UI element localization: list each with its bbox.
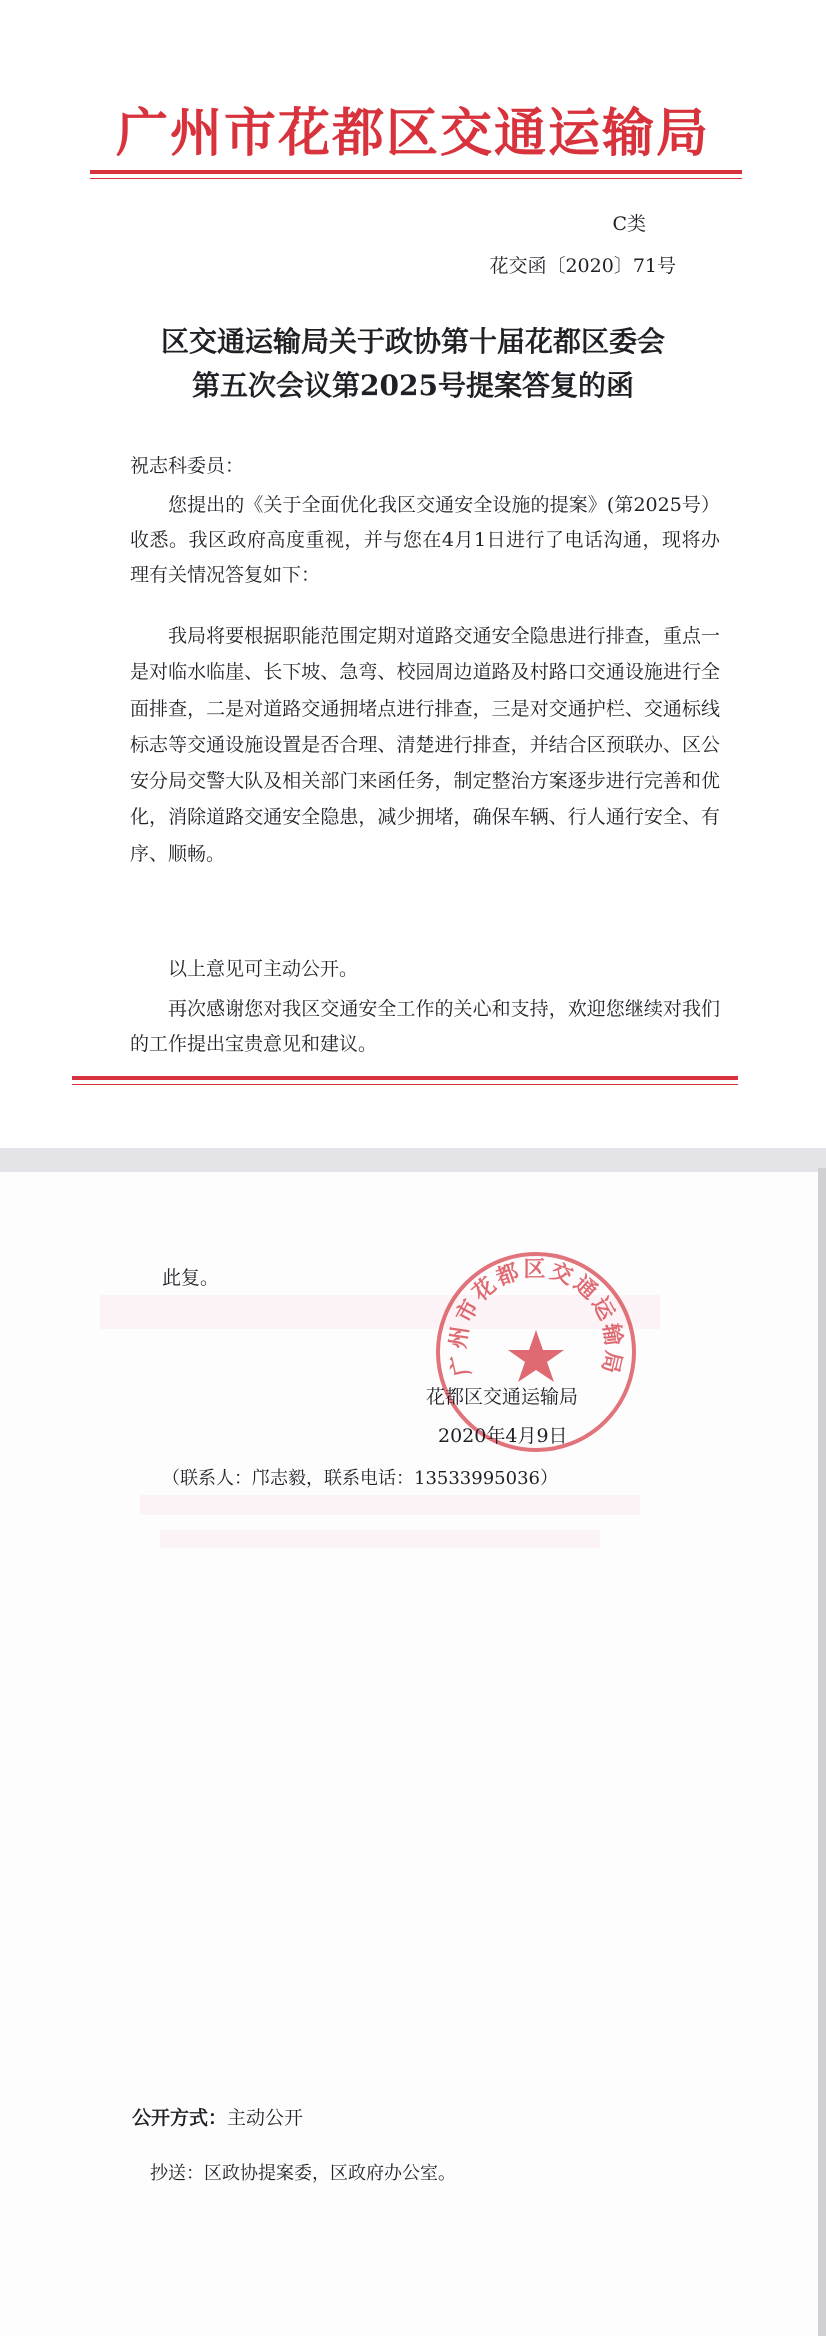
letter-title-line-2: 第五次会议第2025号提案答复的函 (192, 369, 634, 402)
disclosure-label: 公开方式： (132, 2107, 228, 2129)
agency-letterhead-title: 广州市花都区交通运输局 (115, 103, 710, 164)
show-through-mark (140, 1495, 640, 1515)
cc-list: 抄送：区政协提案委，区政府办公室。 (150, 2163, 456, 2184)
letter-page-1 (0, 0, 826, 1148)
seal-text: 广州市花都区交通运输局 (445, 1256, 627, 1379)
disclosure-value: 主动公开 (227, 2107, 304, 2129)
signature-organization: 花都区交通运输局 (426, 1386, 579, 1408)
disclosure-method (132, 2104, 303, 2132)
letter-title-line-1: 区交通运输局关于政协第十届花都区委会 (160, 325, 665, 358)
star-icon (508, 1330, 564, 1382)
show-through-mark (160, 1530, 600, 1548)
document-category: C类 (612, 213, 646, 235)
contact-info: （联系人：邝志毅，联系电话：13533995036） (162, 1468, 558, 1489)
letterhead-rule-bottom-thin (72, 1084, 738, 1085)
letterhead-rule-top (90, 170, 742, 174)
scan-edge-shadow (818, 1168, 826, 2336)
paragraph-thanks: 再次感谢您对我区交通安全工作的关心和支持，欢迎您继续对我们的工作提出宝贵意见和建议。 (130, 998, 720, 1055)
paragraph-disclosure-note: 以上意见可主动公开。 (168, 958, 359, 980)
letterhead-rule-top-thin (90, 178, 742, 179)
letterhead-rule-bottom (72, 1076, 738, 1080)
paragraph-measures: 我局将要根据职能范围定期对道路交通安全隐患进行排查，重点一是对临水临崖、长下坡、急弯、校园周边道路及村路口交通设施进行全面排查，二是对道路交通拥堵点进行排查，三是对交通护栏、交通标线标志等交通设施设置是否合理、清楚进行排查，并结合区预联办、区公安分局交警大队及相关部门来函任务，制定整治方案逐步进行完善和优化，消除道路交通安全隐患，减少拥堵，确保车辆、行人通行安全、有序、顺畅。 (130, 625, 720, 865)
document-number: 花交函〔2020〕71号 (489, 255, 676, 277)
closing-remark: 此复。 (162, 1267, 220, 1289)
signature-date: 2020年4月9日 (438, 1425, 568, 1447)
page-separator (0, 1148, 826, 1172)
salutation: 祝志科委员： (130, 455, 245, 477)
paragraph-acknowledgement: 您提出的《关于全面优化我区交通安全设施的提案》(第2025号）收悉。我区政府高度重视，并与您在4月1日进行了电话沟通，现将办理有关情况答复如下： (130, 494, 720, 586)
